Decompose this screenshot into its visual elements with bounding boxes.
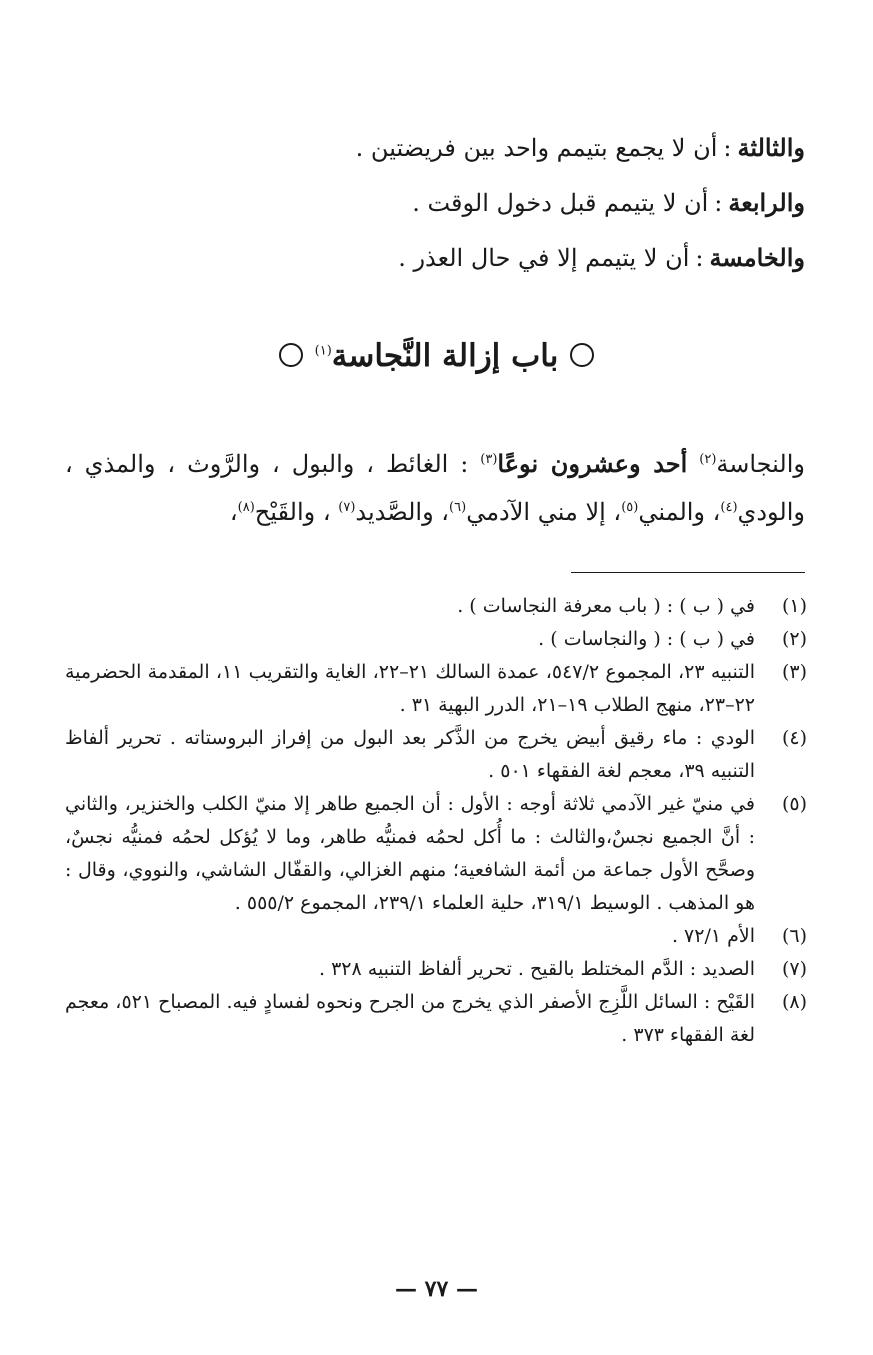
condition-line-fourth [65,188,805,218]
footnote-text: الودي : ماء رقيق أبيض يخرج من الذَّكر بعد البول من إفراز البروستاته . تحرير ألفاظ التنبيه ٣٩، معجم لغة الفقهاء ٥٠١ . [65,727,755,782]
footnote-number: (١) [781,595,807,617]
footnote-ref: (٢) [699,452,717,467]
circle-ornament-icon [279,343,303,367]
footnote-ref: (٦) [449,500,467,515]
footnote [65,656,807,722]
footnote-ref: (٣) [480,452,498,467]
footnote-ref: (٥) [621,500,639,515]
footnote-number: (٤) [781,727,807,749]
chapter-heading [0,334,873,378]
body-text: ، إلا مني الآدمي [466,498,622,526]
footnote-text: في ( ب ) : ( والنجاسات ) . [538,628,755,650]
condition-line-third [65,133,805,163]
footnote-ref: (٨) [237,500,255,515]
footnote-text: الأم ٧٢/١ . [671,925,755,947]
condition-text: أن لا يتيمم إلا في حال العذر . [398,244,690,272]
colon: : [695,244,704,272]
footnote [65,953,807,986]
condition-line-fifth [65,243,805,273]
footnote-number: (٣) [781,661,807,683]
colon: : [714,189,723,217]
body-text: والنجاسة [716,450,805,478]
footnote-divider [571,572,805,573]
footnote-text: في ( ب ) : ( باب معرفة النجاسات ) . [457,595,755,617]
condition-text: أن لا يجمع بتيمم واحد بين فريضتين . [355,134,718,162]
footnote [65,788,807,920]
condition-label: والخامسة [709,243,805,272]
footnote [65,590,807,623]
footnote-number: (٨) [781,991,807,1013]
condition-label: والرابعة [728,188,805,217]
footnote-ref: (٧) [338,500,356,515]
body-text: ، والصَّديد [355,498,450,526]
footnote [65,623,807,656]
footnote-number: (٦) [781,925,807,947]
page-number: — ٧٧ — [395,1276,478,1302]
footnote-text: التنبيه ٢٣، المجموع ٥٤٧/٢، عمدة السالك ٢١–٢٢، الغاية والتقريب ١١، المقدمة الحضرمية ٢٢–٢٣، منهج الطلاب ١٩–٢١، الدرر البهية ٣١ . [65,661,756,716]
footnote-text: الصديد : الدَّم المختلط بالقيح . تحرير ألفاظ التنبيه ٣٢٨ . [319,958,755,980]
footnote-number: (٧) [781,958,807,980]
chapter-title: باب إزالة النَّجاسة [331,338,559,374]
footnote [65,722,807,788]
footnote-text: القَيْح : السائل اللَّزِج الأصفر الذي يخرج من الجرح ونحوه لفسادٍ فيه. المصباح ٥٢١، معجم لغة الفقهاء ٣٧٣ . [65,991,755,1046]
main-paragraph [65,440,805,536]
body-text: ، [229,498,238,526]
footnote [65,986,807,1052]
condition-text: أن لا يتيمم قبل دخول الوقت . [412,189,709,217]
colon: : [723,134,732,162]
footnote [65,920,807,953]
condition-label: والثالثة [737,133,805,162]
footnote-number: (٥) [781,793,807,815]
footnotes [65,590,807,1052]
body-text: ، والقَيْح [254,498,331,526]
footnote-ref: (٤) [720,500,738,515]
footnote-number: (٢) [781,628,807,650]
body-text: ، والمني [638,498,721,526]
footnote-ref: (١) [314,343,332,359]
footnote-text: في منيّ غير الآدمي ثلاثة أوجه : الأول : أن الجميع طاهر إلا منيّ الكلب والخنزير، والثاني : أنَّ الجميع نجسٌ،والثالث : ما أُكل لحمُه فمنيُّه طاهر، وما لا يُؤكل لحمُه فمنيُّه نجسٌ، وصحَّح الأول جماعة من أئمة الشافعية؛ منهم الغزالي، والقفّال الشاشي، والنووي، وقال : هو المذهب . الوسيط ٣١٩/١، حلية العلماء ٢٣٩/١، المجموع ٥٥٥/٢ . [65,793,755,914]
body-text: : الغائط ، والبول ، والرَّوث ، والمذي ، والودي [65,450,805,526]
body-bold-text: أحد وعشرون نوعًا [497,449,688,478]
circle-ornament-icon [570,343,594,367]
